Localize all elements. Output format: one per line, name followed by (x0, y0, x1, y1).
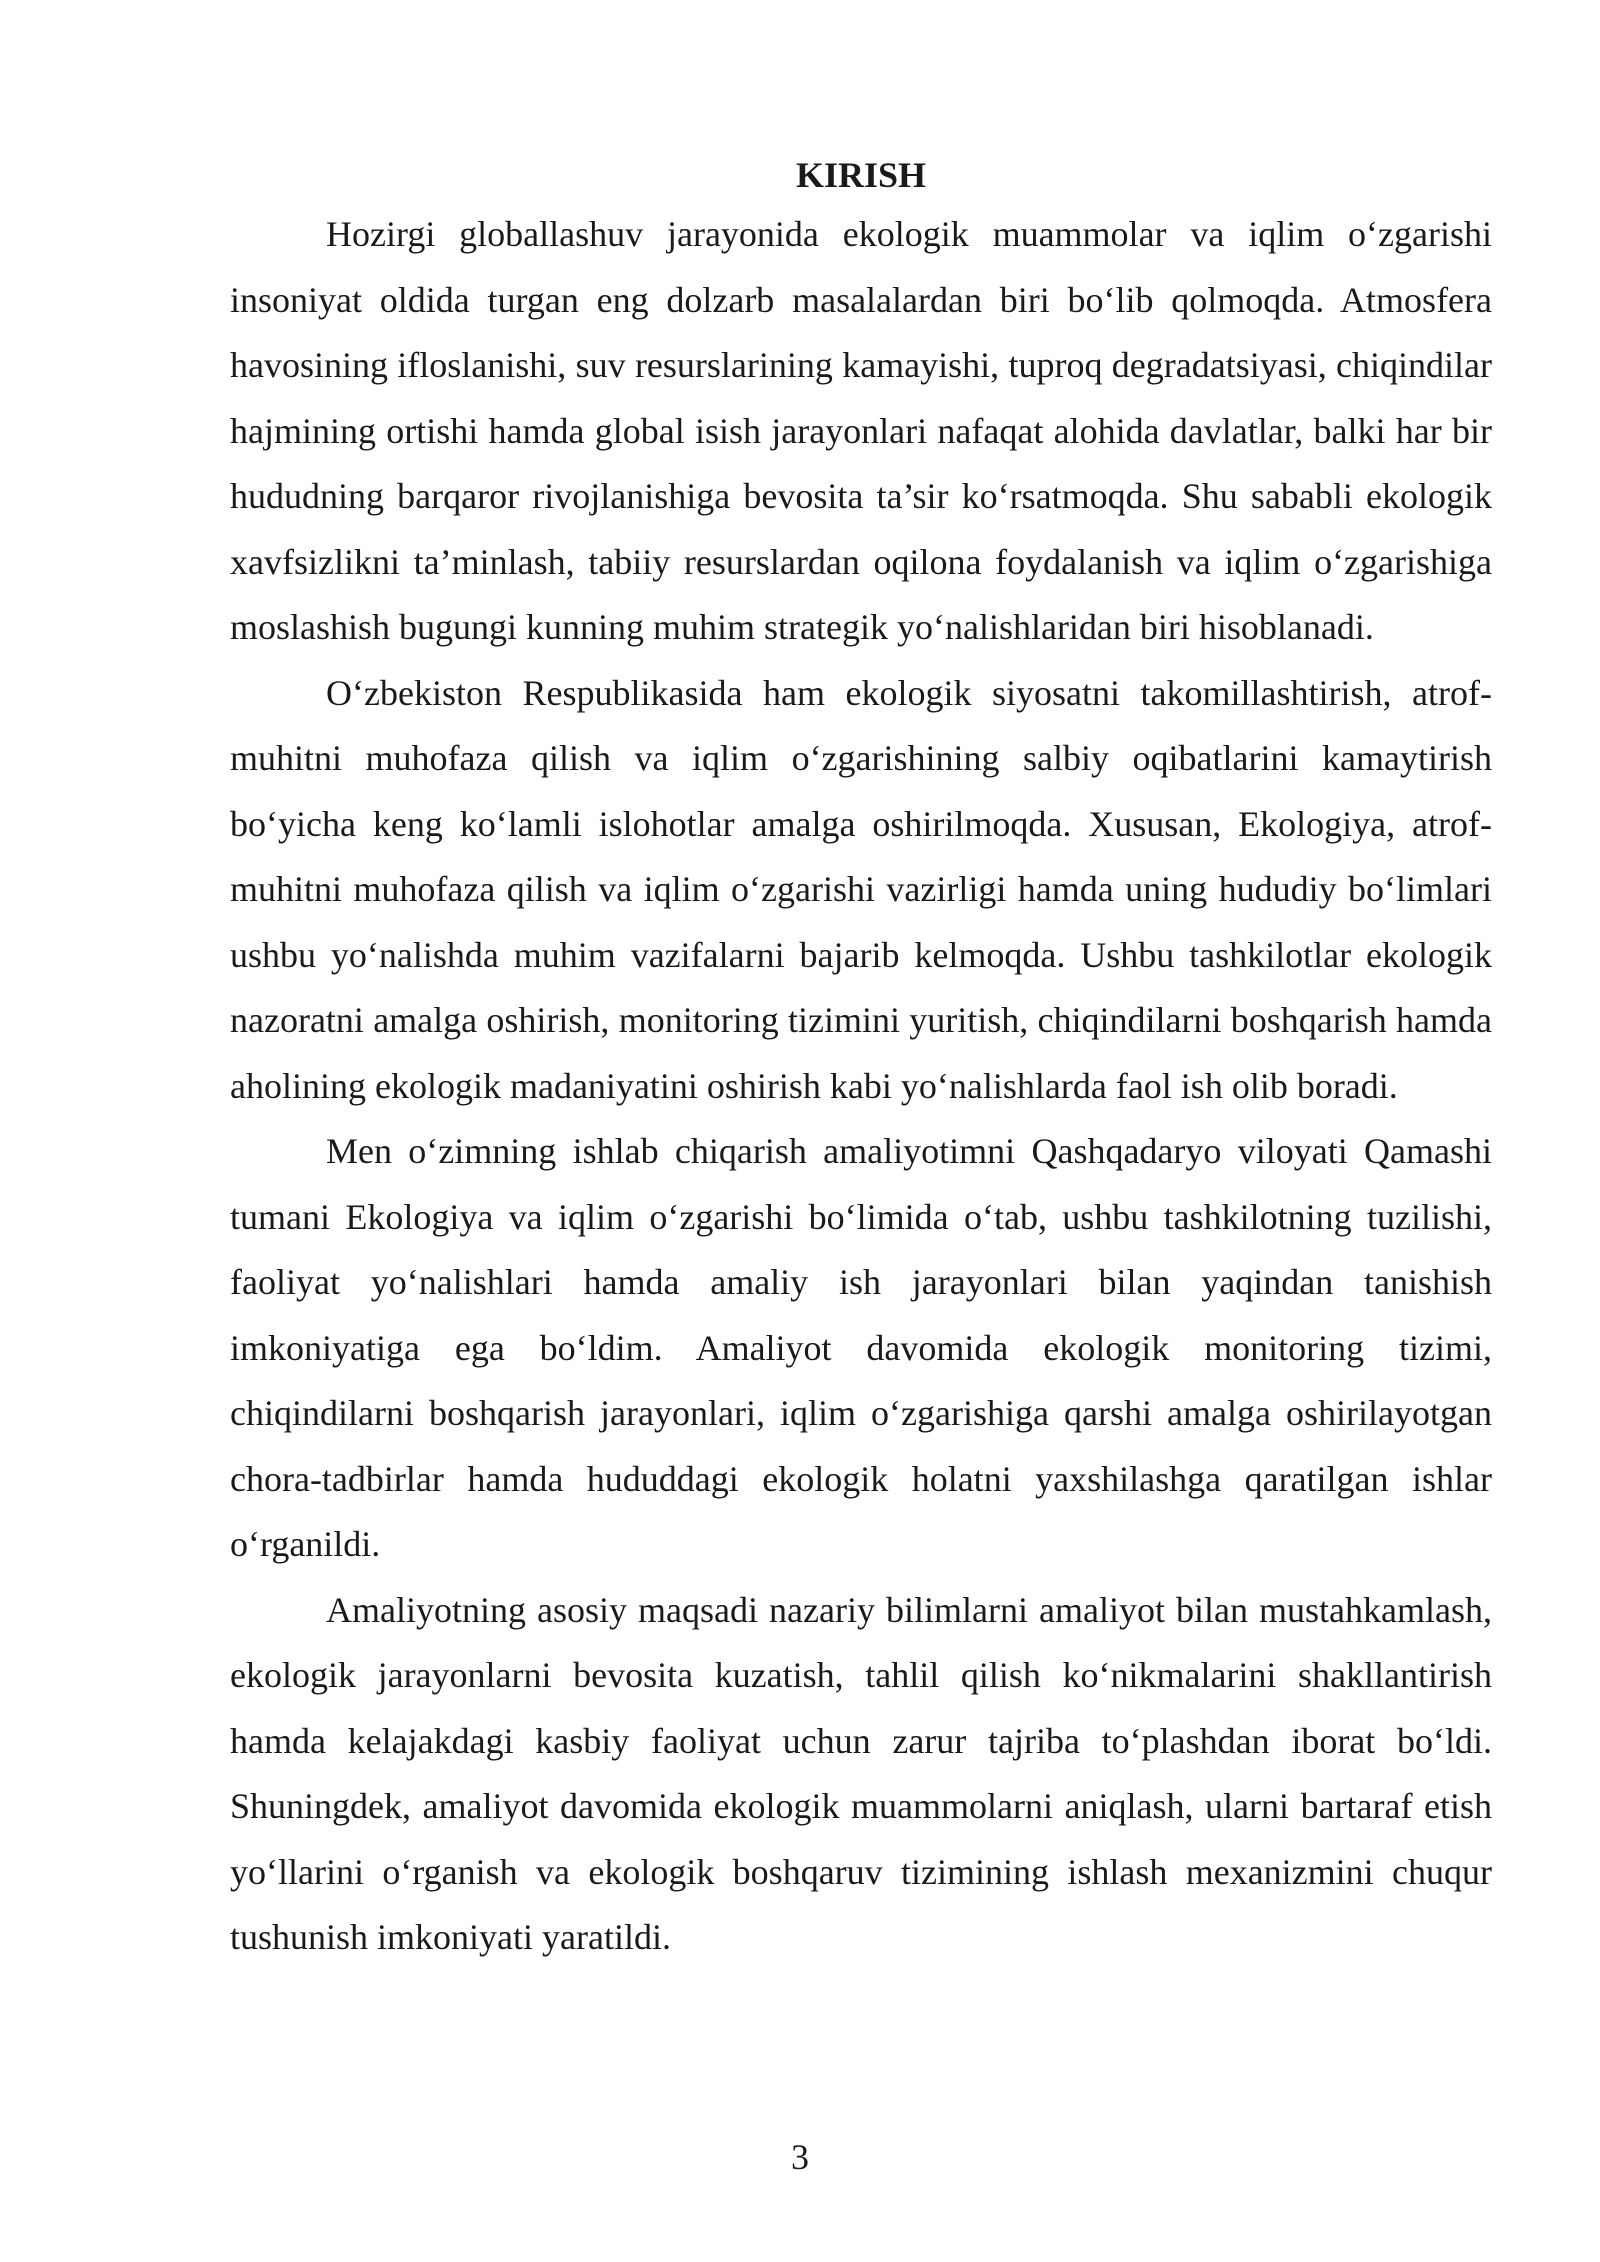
paragraph-internship-place: Men o‘zimning ishlab chiqarish amaliyotimni Qashqadaryo viloyati Qamashi tumani Ekologiya va iqlim o‘zgarishi bo‘limida o‘tab, ushbu tashkilotning tuzilishi, faoliyat yo‘nalishlari hamda amaliy ish jarayonlari bilan yaqindan tanishish imkoniyatiga ega bo‘ldim. Amaliyot davomida ekologik monitoring tizimi, chiqindilarni boshqarish jarayonlari, iqlim o‘zgarishiga qarshi amalga oshirilayotgan chora-tadbirlar hamda hududdagi ekologik holatni yaxshilashga qaratilgan ishlar o‘rganildi. (230, 1131, 1492, 1564)
page-body (230, 148, 1492, 1971)
paragraph-internship-goal: Amaliyotning asosiy maqsadi nazariy bilimlarni amaliyot bilan mustahkamlash, ekologik jarayonlarni bevosita kuzatish, tahlil qilish ko‘nikmalarini shakllantirish hamda kelajakdagi kasbiy faoliyat uchun zarur tajriba to‘plashdan iborat bo‘ldi. Shuningdek, amaliyot davomida ekologik muammolarni aniqlash, ularni bartaraf etish yo‘llarini o‘rganish va ekologik boshqaruv tizimining ishlash mexanizmini chuqur tushunish imkoniyati yaratildi. (230, 1589, 1492, 1957)
paragraph-uzbekistan-policy: O‘zbekiston Respublikasida ham ekologik siyosatni takomillashtirish, atrof-muhitni muhofaza qilish va iqlim o‘zgarishining salbiy oqibatlarini kamaytirish bo‘yicha keng ko‘lamli islohotlar amalga oshirilmoqda. Xususan, Ekologiya, atrof-muhitni muhofaza qilish va iqlim o‘zgarishi vazirligi hamda uning hududiy bo‘limlari ushbu yo‘nalishda muhim vazifalarni bajarib kelmoqda. Ushbu tashkilotlar ekologik nazoratni amalga oshirish, monitoring tizimini yuritish, chiqindilarni boshqarish hamda aholining ekologik madaniyatini oshirish kabi yo‘nalishlarda faol ish olib boradi. (230, 672, 1492, 1106)
paragraph-intro: Hozirgi globallashuv jarayonida ekologik muammolar va iqlim o‘zgarishi insoniyat oldida turgan eng dolzarb masalalardan biri bo‘lib qolmoqda. Atmosfera havosining ifloslanishi, suv resurslarining kamayishi, tuproq degradatsiyasi, chiqindilar hajmining ortishi hamda global isish jarayonlari nafaqat alohida davlatlar, balki har bir hududning barqaror rivojlanishiga bevosita ta’sir ko‘rsatmoqda. Shu sababli ekologik xavfsizlikni ta’minlash, tabiiy resurslardan oqilona foydalanish va iqlim o‘zgarishiga moslashish bugungi kunning muhim strategik yo‘nalishlaridan biri hisoblanadi. (230, 214, 1492, 647)
section-title: KIRISH (795, 155, 927, 195)
page-number: 3 (791, 2137, 809, 2177)
